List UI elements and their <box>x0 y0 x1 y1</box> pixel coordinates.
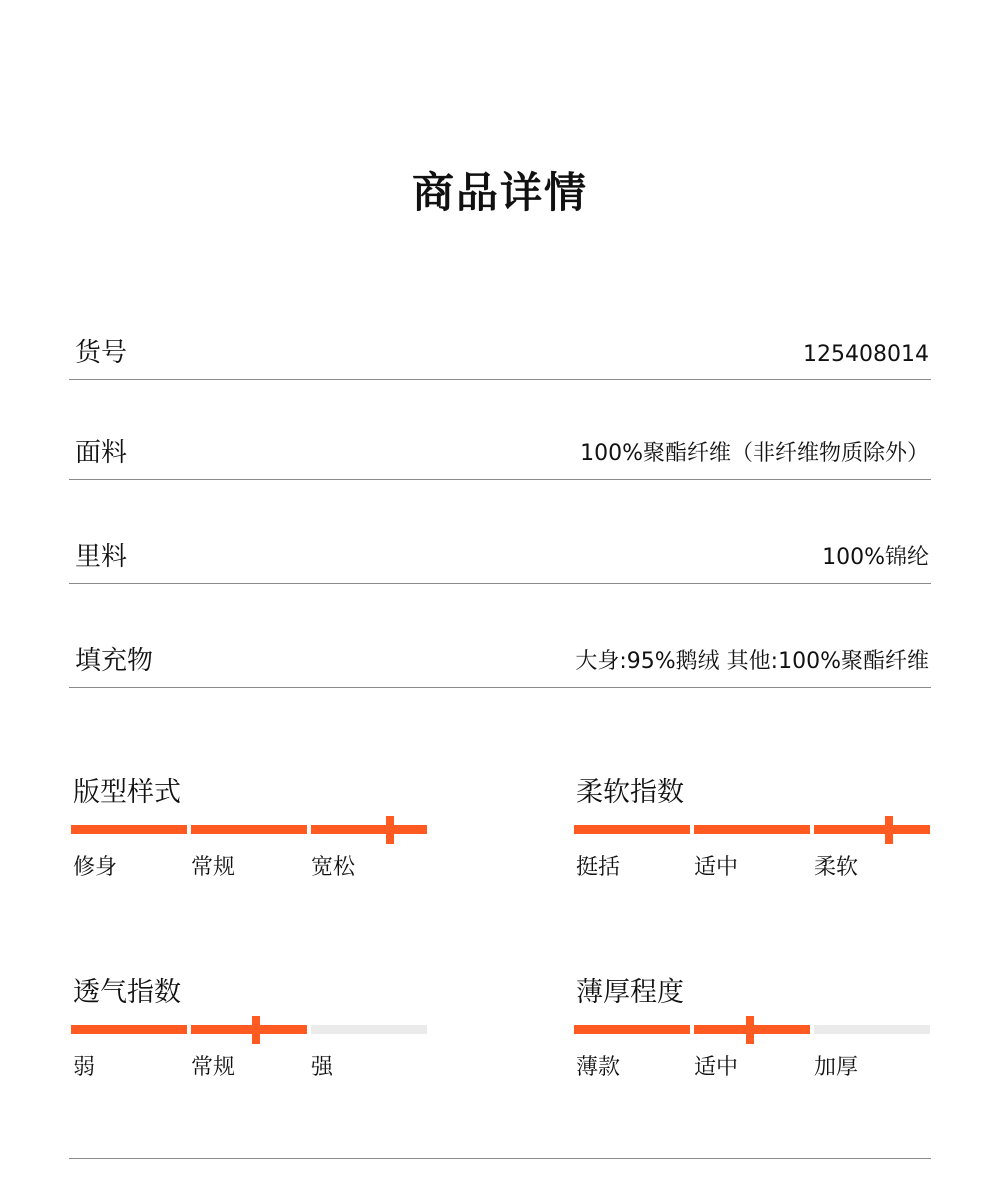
scale-fit-style <box>71 770 431 890</box>
scale-segment <box>311 1025 427 1034</box>
spec-row-filling <box>69 630 931 688</box>
page-title: 商品详情 <box>411 168 588 217</box>
scale-title: 版型样式 <box>73 777 181 808</box>
scale-level-label: 常规 <box>191 1055 236 1080</box>
scale-marker <box>746 1016 754 1044</box>
scale-track <box>71 1025 427 1034</box>
scale-marker <box>252 1016 260 1044</box>
spec-row-item-number <box>69 330 931 380</box>
scale-thickness <box>574 970 934 1090</box>
scale-softness <box>574 770 934 890</box>
scale-track <box>71 825 427 834</box>
spec-value: 125408014 <box>803 342 929 367</box>
scale-level-label: 宽松 <box>311 855 356 880</box>
scale-level-label: 弱 <box>73 1055 96 1080</box>
scale-segment <box>694 825 810 834</box>
scale-level-label: 加厚 <box>814 1055 859 1080</box>
scale-segment <box>574 825 690 834</box>
scale-level-label: 常规 <box>191 855 236 880</box>
scale-segment <box>311 825 427 834</box>
bottom-divider <box>69 1158 931 1159</box>
scale-track <box>574 1025 930 1034</box>
scale-segment <box>814 1025 930 1034</box>
spec-value: 100%锦纶 <box>822 545 929 570</box>
scale-segment <box>814 825 930 834</box>
spec-row-lining <box>69 530 931 584</box>
scale-segment <box>191 1025 307 1034</box>
spec-value: 100%聚酯纤维（非纤维物质除外） <box>580 441 929 466</box>
scale-level-label: 挺括 <box>576 855 621 880</box>
scale-track <box>574 825 930 834</box>
scale-segment <box>574 1025 690 1034</box>
spec-row-fabric <box>69 430 931 480</box>
spec-value: 大身:95%鹅绒 其他:100%聚酯纤维 <box>575 649 929 674</box>
scale-level-label: 适中 <box>694 1055 739 1080</box>
spec-label: 里料 <box>75 542 128 572</box>
scale-level-label: 修身 <box>73 855 118 880</box>
spec-label: 货号 <box>75 338 128 368</box>
scale-title: 薄厚程度 <box>576 977 684 1008</box>
scale-marker <box>885 816 893 844</box>
scale-level-label: 适中 <box>694 855 739 880</box>
scale-title: 透气指数 <box>73 977 181 1008</box>
scale-marker <box>386 816 394 844</box>
spec-label: 面料 <box>75 438 128 468</box>
scale-segment <box>71 1025 187 1034</box>
spec-label: 填充物 <box>75 646 154 676</box>
scale-segment <box>191 825 307 834</box>
scale-level-label: 柔软 <box>814 855 859 880</box>
scale-title: 柔软指数 <box>576 777 684 808</box>
scale-breathability <box>71 970 431 1090</box>
scale-level-label: 薄款 <box>576 1055 621 1080</box>
scale-level-label: 强 <box>311 1055 334 1080</box>
scale-segment <box>71 825 187 834</box>
